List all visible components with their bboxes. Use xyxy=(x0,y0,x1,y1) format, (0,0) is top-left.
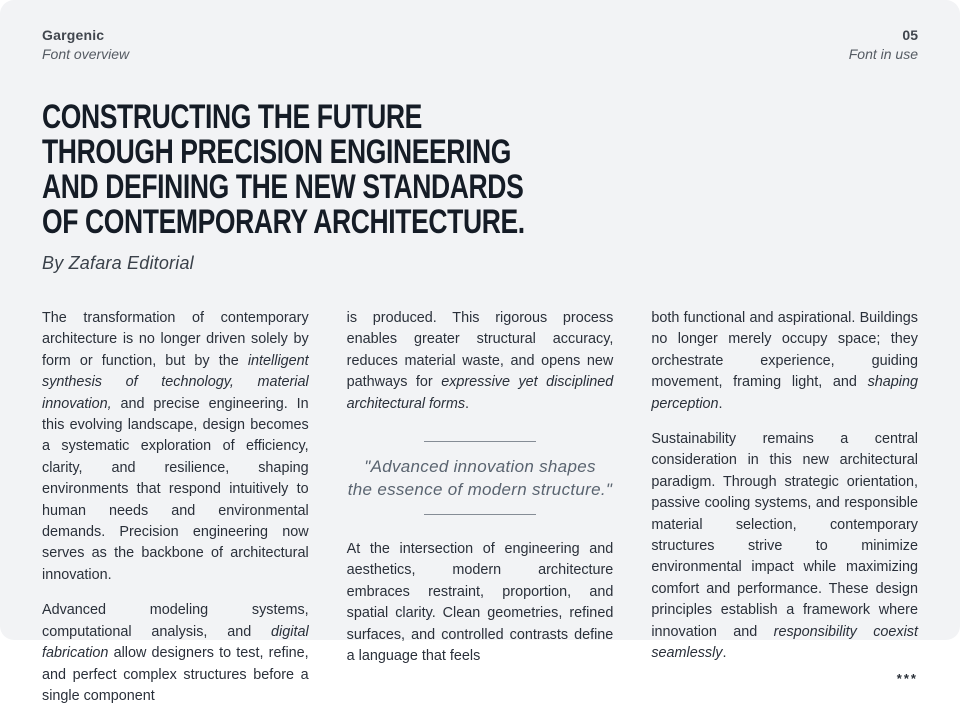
headline-line-3: AND DEFINING THE NEW STANDARDS xyxy=(42,168,524,206)
pull-quote-rule-bottom xyxy=(424,514,536,515)
pull-quote-line-1: "Advanced innovation shapes xyxy=(364,457,596,477)
pull-quote-rule-top xyxy=(424,441,536,442)
paragraph: At the intersection of engineering and aesthetics, modern architecture embraces restraint, proportion, and spatial clarity. Clean geometries, refined surfaces, and controlled contrasts define a language that feels xyxy=(346,541,614,665)
paragraph: both functional and aspirational. Buildings no longer merely occupy space; they orchestrate experience, guiding movement, framing light, and shaping perception. xyxy=(651,310,918,412)
article-headline xyxy=(42,100,918,240)
pull-quote xyxy=(347,441,614,515)
column-1 xyxy=(42,308,309,707)
paragraph: is produced. This rigorous process enables greater structural accuracy, reduces material waste, and opens new pathways for expressive yet disciplined architectural forms. xyxy=(346,310,614,412)
column-3 xyxy=(651,308,918,707)
header-right xyxy=(849,26,918,64)
brand-name: Gargenic xyxy=(42,27,105,43)
headline-line-2: THROUGH PRECISION ENGINEERING xyxy=(42,133,512,171)
headline-line-1: CONSTRUCTING THE FUTURE xyxy=(42,98,422,136)
page-context: Font in use xyxy=(848,46,918,62)
page-header xyxy=(42,26,918,64)
end-mark: *** xyxy=(896,670,918,686)
pull-quote-text xyxy=(347,455,614,501)
page-number: 05 xyxy=(902,27,918,43)
headline-line-4: OF CONTEMPORARY ARCHITECTURE. xyxy=(42,203,525,241)
byline: By Zafara Editorial xyxy=(42,253,194,273)
pull-quote-line-2: the essence of modern structure." xyxy=(347,480,613,500)
body-columns xyxy=(42,308,918,704)
paragraph: The transformation of contemporary architecture is no longer driven solely by form or function, but by the intelligent synthesis of technology, material innovation, and precise engineering. In this evolving landscape, design becomes a systematic exploration of efficiency, clarity, and resilience, shaping environments that respond intuitively to human needs and environmental demands. Precision engineering now serves as the backbone of architectural innovation. xyxy=(42,310,309,583)
brand-subtitle: Font overview xyxy=(42,46,130,62)
paragraph: Sustainability remains a central consideration in this new architectural paradigm. Through strategic orientation, passive cooling systems, and responsible material selection, contemporary structures strive to minimize environmental impact while maximizing comfort and performance. These design principles establish a framework where innovation and responsibility coexist seamlessly. xyxy=(651,431,918,662)
column-2 xyxy=(347,308,614,707)
paragraph: Advanced modeling systems, computational analysis, and digital fabrication allow designers to test, refine, and perfect complex structures before a single component xyxy=(42,602,309,704)
header-left xyxy=(42,26,129,64)
